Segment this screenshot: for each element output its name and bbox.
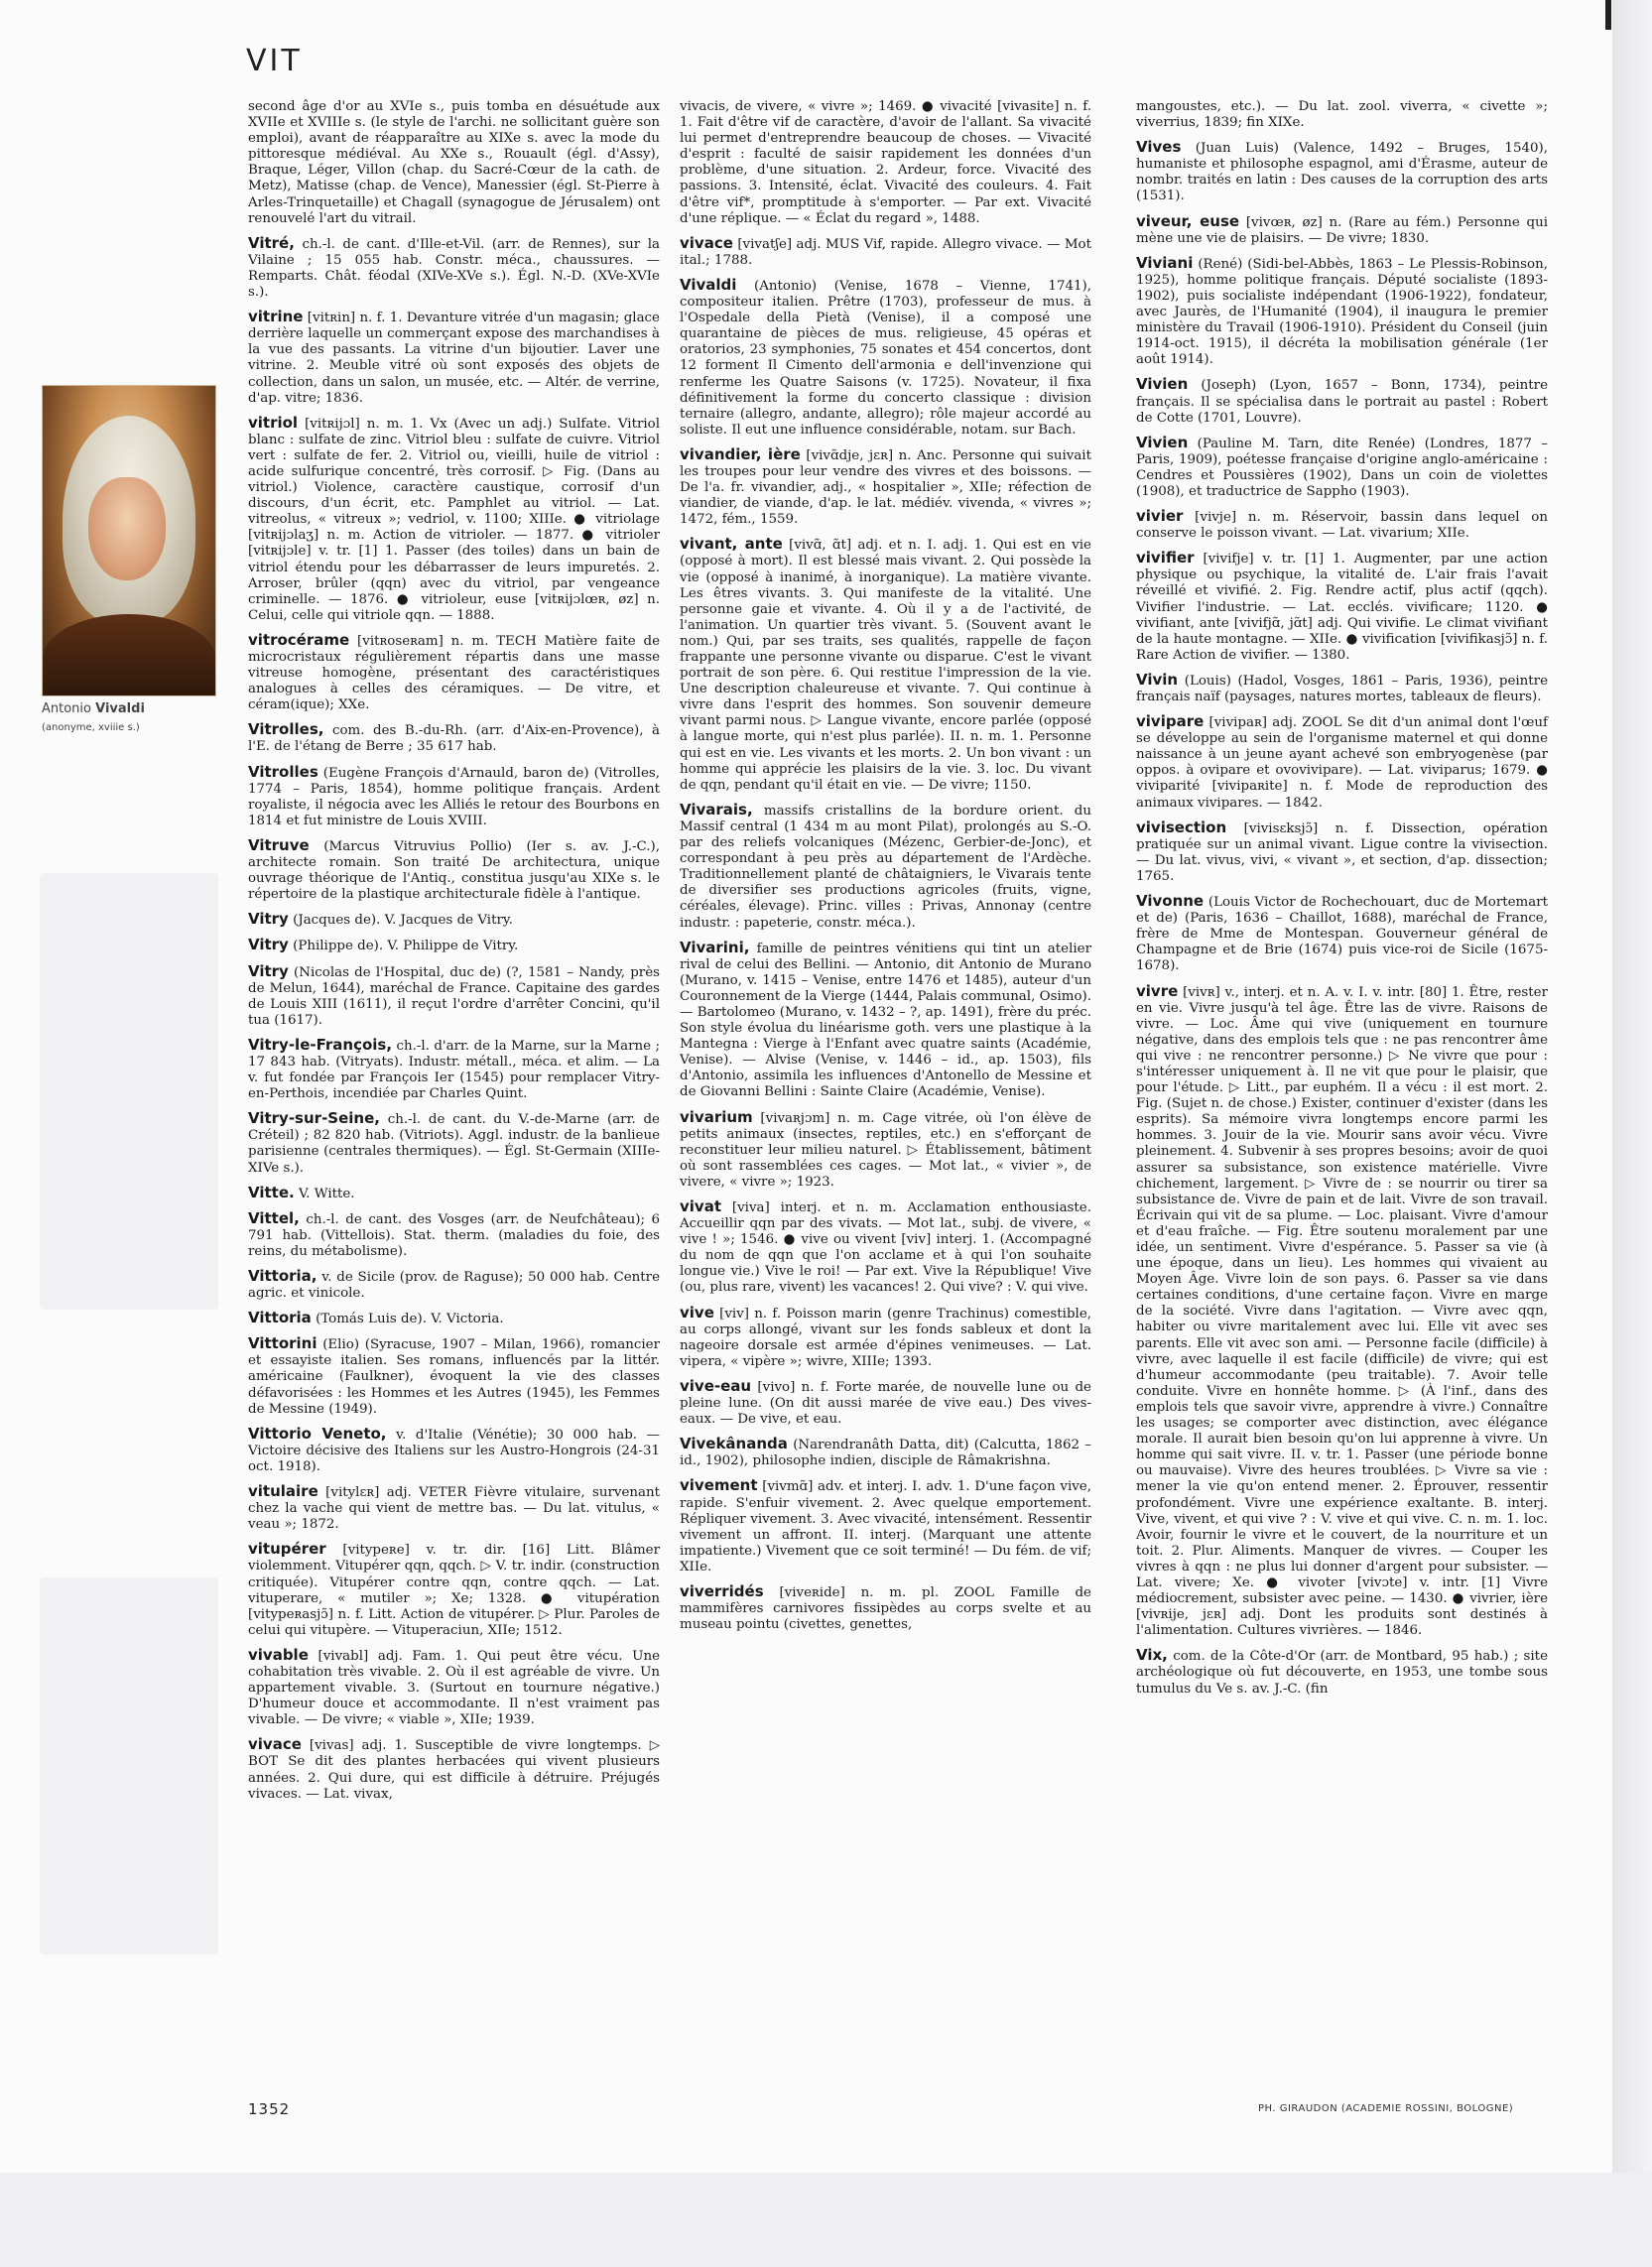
dictionary-entry xyxy=(1136,255,1548,369)
entry-definition: (Marcus Vitruvius Pollio) (Ier s. av. J.-C.), architecte romain. Son traité De architectura, unique ouvrage théorique de l'Antiq., constitua jusqu'au XIXe s. le répertoire de la plastique architecturale fidèle à l'antique. xyxy=(248,838,661,903)
entry-definition: [vivaʀjɔm] n. m. Cage vitrée, où l'on élève de petits animaux (insectes, reptiles, etc.) en s'efforçant de reconstituer leur milieu naturel. ▷ Établissement, bâtiment où sont rassemblées ces cages. — Mot lat., « vivier », de vivere, « vivre »; 1923. xyxy=(680,1110,1091,1190)
dictionary-entry xyxy=(248,1647,660,1728)
dictionary-entry xyxy=(1136,376,1548,426)
entry-headword: Vix, xyxy=(1136,1646,1168,1665)
entry-headword: vivace xyxy=(248,1735,302,1754)
entry-definition: (René) (Sidi-bel-Abbès, 1863 – Le Plessis-Robinson, 1925), homme politique français. Député socialiste (1893-1902), puis socialiste indépendant (1906-1922), fondateur, avec Jaurès, de l'Humanité (1904), il inaugura le premier ministère du Travail (1906-1910). Président du Conseil (juin 1914-oct. 1915), il décréta la mobilisation générale (1er août 1914). xyxy=(1136,256,1549,368)
entry-headword: Vitte. xyxy=(248,1183,295,1201)
entry-headword: Vivarini, xyxy=(680,938,750,956)
entry-definition: v. d'Italie (Vénétie); 30 000 hab. — Victoire décisive des Italiens sur les Austro-Hongrois (24-31 oct. 1918). xyxy=(248,1427,660,1474)
entry-definition: (Antonio) (Venise, 1678 – Vienne, 1741), compositeur italien. Prêtre (1703), professeur de mus. à l'Ospedale della Pietà (Venise), il a composé une quarantaine de pièces de mus. religieuse, 45 opéras et oratorios, 23 symphonies, 75 sonates et 454 concertos, dont 12 forment Il Cimento dell'armonia e dell'invenzione qui renferme les Quatre Saisons (v. 1725). Novateur, il fixa définitivement la forme du concerto classique : division ternaire (allegro, andante, allegro); rôle majeur accordé au soliste. Il eut une influence considérable, notam. sur Bach. xyxy=(680,278,1091,438)
column-3 xyxy=(1136,99,1548,1705)
dictionary-entry xyxy=(248,1110,660,1176)
entry-definition: mangoustes, etc.). — Du lat. zool. viverra, « civette »; viverrius, 1839; fin XIXe. xyxy=(1136,99,1548,131)
entry-headword: Vittorio Veneto, xyxy=(248,1424,387,1443)
caption-bold: Vivaldi xyxy=(95,701,145,716)
entry-headword: vitriol xyxy=(248,413,299,432)
dictionary-entry xyxy=(1136,672,1548,705)
entry-headword: Vitruve xyxy=(248,835,310,854)
vivaldi-portrait xyxy=(42,385,216,696)
dictionary-entry xyxy=(248,1037,660,1102)
entry-definition: (Louis Victor de Rochechouart, duc de Mortemart et de) (Paris, 1636 – Chaillot, 1688), maréchal de France, frère de Mme de Montespan. Gouverneur général de Champagne et de Brie (1674) puis vice-roi de Sicile (1675-1678). xyxy=(1136,895,1548,974)
entry-headword: Vivonne xyxy=(1136,892,1205,911)
entry-definition: [vivas] adj. 1. Susceptible de vivre longtemps. ▷ BOT Se dit des plantes herbacées qui vivent plusieurs années. 2. Qui dure, qui est difficile à détruire. Préjugés vivaces. — Lat. vivax, xyxy=(248,1738,661,1802)
entry-headword: Vittorini xyxy=(248,1334,318,1353)
entry-headword: vive-eau xyxy=(680,1376,752,1395)
entry-headword: Vitry-sur-Seine, xyxy=(248,1109,380,1128)
entry-definition: (Nicolas de l'Hospital, duc de) (?, 1581 – Nandy, près de Melun, 1644), maréchal de France. Capitaine des gardes de Louis XIII (1611), il reçut l'ordre d'arrêter Concini, qu'il tua (1617). xyxy=(248,964,660,1028)
dictionary-entry xyxy=(680,1305,1091,1370)
entry-headword: Vivien xyxy=(1136,433,1189,451)
entry-headword: vitupérer xyxy=(248,1540,326,1559)
entry-headword: vivant, ante xyxy=(680,535,783,554)
entry-headword: Vitry xyxy=(248,961,289,980)
dictionary-entry xyxy=(248,911,660,929)
entry-headword: Vitry xyxy=(248,936,289,954)
entry-headword: vitulaire xyxy=(248,1482,318,1501)
dictionary-entry xyxy=(248,937,660,954)
entry-headword: Viviani xyxy=(1136,253,1194,272)
entry-headword: vivat xyxy=(680,1197,721,1215)
entry-definition: [vivʀ] v., interj. et n. A. v. I. v. intr. [80] 1. Être, rester en vie. Vivre jusqu'à tel âge. Être las de vivre. Raisons de vivre. — Loc. Âme qui vive (uniquement en tournure négative, dans des emplois tels que : ne pas rencontrer âme qui vive : ne rencontrer personne.) ▷ Ne vivre que pour : s'intéresser uniquement à. Il ne vit que pour le plaisir, que pour l'étude. ▷ Litt., par euphém. Il a vécu : il est mort. 2. Fig. (Sujet n. de chose.) Exister, continuer d'exister (dans les esprits). Sa mémoire vivra longtemps encore parmi les hommes. 3. Jouir de la vie. Mourir sans avoir vécu. Vivre pleinement. 4. Subvenir à ses propres besoins; avoir de quoi assurer sa subsistance, son existence matérielle. Vivre chichement, largement. ▷ Vivre de : se nourrir ou tirer sa subsistance de. Vivre de pain et de lait. Vivre de son travail. Écrivain qui vit de sa plume. — Loc. plaisant. Vivre d'amour et d'eau fraîche. — Fig. Être soutenu moralement par une idée, un sentiment. Vivre d'espérance. 5. Passer sa vie (à une époque, dans un lieu). Les hommes qui vivaient au Moyen Âge. Vivre loin de son pays. 6. Passer sa vie dans certaines conditions, d'une certaine façon. Vivre en marge de la société. Vivre dans l'agitation. — Vivre avec qqn, habiter ou vivre maritalement avec lui. Elle vit avec ses parents. Elle vit avec son ami. — Personne facile (difficile) à vivre, avec laquelle il est facile (difficile) de vivre; qui est d'humeur accommodante (peu traitable). 7. Avoir telle conduite. Vivre en honnête homme. ▷ (À l'inf., dans des emplois tels que savoir vivre, apprendre à vivre.) Connaître les usages; se comporter avec distinction, avec élégance morale. Il aurait bien besoin qu'on lui apprenne à vivre. Un homme qui sait vivre. II. v. tr. 1. Passer (une période bonne ou mauvaise). Vivre des heures troublées. ▷ Vivre sa vie : mener la vie qu'on entend mener. 2. Éprouver, ressentir profondément. Vivre une expérience exaltante. B. interj. Vive, vivent, et qui vive ? : V. vive et qui vive. C. n. m. 1. loc. Avoir, fournir le vivre et le couvert, de la nourriture et un toit. 2. Plur. Aliments. Manquer de vivres. — Couper les vivres à qqn : ne plus lui donner d'argent pour subsister. — Lat. vivere; Xe. ● vivoter [vivɔte] v. intr. [1] Vivre médiocrement, subsister avec peine. — 1430. ● vivrier, ière [vivʀije, jɛʀ] adj. Dont les produits sont destinés à l'alimentation. Cultures vivrières. — 1846. xyxy=(1136,984,1548,1639)
dictionary-entry xyxy=(680,446,1091,528)
entry-headword: viverridés xyxy=(680,1581,764,1600)
column-1 xyxy=(248,99,660,1811)
dictionary-entry xyxy=(680,1198,1091,1297)
dictionary-entry xyxy=(680,1436,1091,1469)
dictionary-entry xyxy=(680,1109,1091,1191)
page-number: 1352 xyxy=(248,2100,291,2118)
entry-definition: [viv] n. f. Poisson marin (genre Trachinus) comestible, au corps allongé, vivant sur les fonds sableux et dont la nageoire dorsale est armée d'épines venimeuses. — Lat. vipera, « vipère »; wivre, XIIIe; 1393. xyxy=(680,1306,1091,1369)
dictionary-entry xyxy=(1136,550,1548,664)
entry-definition: com. de la Côte-d'Or (arr. de Montbard, 95 hab.) ; site archéologique où fut découverte, en 1953, une tombe sous tumulus du Ve s. av. J.-C. (fin xyxy=(1136,1649,1548,1697)
page-edge xyxy=(1612,0,1652,2267)
entry-definition: [vivisɛksjɔ̃] n. f. Dissection, opération pratiquée sur un animal vivant. Ligue contre la vivisection. — Du lat. vivus, vivi, « vivant », et section, d'ap. dissection; 1765. xyxy=(1136,820,1548,884)
entry-definition: [vitylɛʀ] adj. VETER Fièvre vitulaire, survenant chez la vache qui vient de mettre bas. — Du lat. vitulus, « veau »; 1872. xyxy=(248,1485,660,1533)
entry-definition: com. des B.-du-Rh. (arr. d'Aix-en-Provence), à l'E. de l'étang de Berre ; 35 617 hab. xyxy=(248,723,660,755)
caption-attribution: (anonyme, xviiie s.) xyxy=(42,722,140,733)
dictionary-entry xyxy=(680,235,1091,269)
entry-headword: Vivarais, xyxy=(680,800,753,819)
entry-definition: v. de Sicile (prov. de Raguse); 50 000 hab. Centre agric. et vinicole. xyxy=(248,1270,660,1302)
entry-headword: vivement xyxy=(680,1476,758,1495)
dictionary-entry xyxy=(248,1736,660,1802)
entry-definition: (Tomás Luis de). V. Victoria. xyxy=(316,1312,504,1327)
entry-headword: vivre xyxy=(1136,981,1179,1000)
dictionary-entry xyxy=(1136,139,1548,204)
entry-definition: [vivatʃe] adj. MUS Vif, rapide. Allegro vivace. — Mot ital.; 1788. xyxy=(680,236,1091,268)
entry-definition: (Narendranâth Datta, dit) (Calcutta, 1862 – id., 1902), philosophe indien, disciple de Râmakrishna. xyxy=(680,1438,1091,1469)
entry-definition: [vitypeʀe] v. tr. dir. [16] Litt. Blâmer violemment. Vitupérer qqn, qqch. ▷ V. tr. indir. (construction critiquée). Vitupérer contre qqn, contre qqch. — Lat. vituperare, « mutiler »; Xe; 1328. ● vitupération [vitypeʀasjɔ̃] n. f. Litt. Action de vitupérer. ▷ Plur. Paroles de celui qui vitupère. — Vituperaciun, XIIe; 1512. xyxy=(248,1543,660,1638)
entry-definition: (Philippe de). V. Philippe de Vitry. xyxy=(293,939,519,954)
entry-headword: Vivaldi xyxy=(680,275,737,294)
dictionary-entry xyxy=(1136,435,1548,500)
entry-definition: [vitʀin] n. f. 1. Devanture vitrée d'un magasin; glace derrière laquelle un commerçant expose des marchandises à la vue des passants. La vitrine d'un bijoutier. Laver une vitrine. 2. Meuble vitré où sont exposés des objets de collection, dans un salon, un musée, etc. — Altér. de verrine, d'ap. vitre; 1836. xyxy=(248,311,660,406)
entry-definition: (Jacques de). V. Jacques de Vitry. xyxy=(293,913,513,929)
entry-headword: Vitry-le-François, xyxy=(248,1035,393,1054)
entry-definition: massifs cristallins de la bordure orient. du Massif central (1 434 m au mont Pilat), prolongés au S.-O. par des reliefs volcaniques (Mézenc, Gerbier-de-Jonc), et correspondant à peu près au département de l'Ardèche. Traditionnellement planté de châtaigniers, le Vivarais tente de diversifier ses productions agricoles (fruits, vigne, céréales, élevage). Princ. villes : Privas, Annonay (centre industr. : papeterie, constr. méca.). xyxy=(680,803,1091,931)
entry-definition: V. Witte. xyxy=(298,1186,355,1201)
scanner-background xyxy=(0,2173,1652,2267)
entry-headword: vivarium xyxy=(680,1107,753,1126)
entry-headword: vivandier, ière xyxy=(680,444,801,463)
entry-definition: (Louis) (Hadol, Vosges, 1861 – Paris, 1936), peintre français naïf (paysages, natures mortes, tableaux de fleurs). xyxy=(1136,673,1548,704)
entry-headword: vitrocérame xyxy=(248,630,350,649)
portrait-caption xyxy=(42,700,220,737)
entry-headword: Vittel, xyxy=(248,1208,300,1227)
entry-headword: Vitrolles, xyxy=(248,720,324,739)
entry-definition: [vivmɑ̃] adv. et interj. I. adv. 1. D'une façon vive, rapide. S'enfuir vivement. 2. Avec quelque emportement. Répliquer vivement. 3. Avec vivacité, intensément. Ressentir vivement un affront. II. interj. (Marquant une attente impatiente.) Vivement que ce soit terminé! — Du fém. de vif; XIIe. xyxy=(680,1479,1091,1574)
dictionary-entry xyxy=(1136,508,1548,542)
entry-definition: [vivœʀ, øz] n. (Rare au fém.) Personne qui mène une vie de plaisirs. — De vivre; 1830. xyxy=(1136,214,1548,246)
dictionary-entry xyxy=(1136,983,1548,1640)
column-2 xyxy=(680,99,1091,1641)
entry-definition: [viva] interj. et n. m. Acclamation enthousiaste. Accueillir qqn par des vivats. — Mot lat., subj. de vivere, « vive ! »; 1546. ● vive ou vivent [viv] interj. 1. (Accompagné du nom de qqn que l'on acclame et à qui l'on souhaite longue vie.) Vive le roi! — Par ext. Vive la République! Vive (ou, plus rare, vivent) les vacances! 2. Qui vive? : V. qui vive. xyxy=(680,1200,1091,1296)
entry-definition: ch.-l. de cant. des Vosges (arr. de Neufchâteau); 6 791 hab. (Vittellois). Stat. therm. (maladies du foie, des reins, du métabolisme). xyxy=(248,1211,660,1259)
dictionary-entry xyxy=(1136,819,1548,885)
entry-definition: [vivɑ̃, ɑ̃t] adj. et n. I. adj. 1. Qui est en vie (opposé à mort). Il est blessé mais vivant. 2. Qui possède la vie (opposé à inanimé, à inorganique). La matière vivante. Les êtres vivants. 3. Qui manifeste de la vitalité. Une personne gaie et vivante. 4. Où il y a de l'activité, de l'animation. Un quartier très vivant. 5. (Souvent avant le nom.) Qui, par ses traits, ses qualités, rappelle de façon frappante une personne vivante ou disparue. C'est le vivant portrait de son père. 6. Qui restitue l'impression de la vie. Une description chaleureuse et vivante. 7. Qui continue à vivre dans l'esprit des hommes. Son souvenir demeure vivant parmi nous. ▷ Langue vivante, encore parlée (opposé à langue morte, qui n'est plus parlée). II. n. m. 1. Personne qui est en vie. Les vivants et les morts. 2. Un bon vivant : un homme qui apprécie les plaisirs de la vie. 3. loc. Du vivant de qqn, pendant qu'il était en vie. — De vivre; 1150. xyxy=(680,538,1091,793)
entry-definition: ch.-l. de cant. d'Ille-et-Vil. (arr. de Rennes), sur la Vilaine ; 15 055 hab. Constr. méca., chaussures. — Remparts. Chât. féodal (XIVe-XVe s.). Égl. N.-D. (XVe-XVIe s.). xyxy=(248,236,660,301)
entry-definition: vivacis, de vivere, « vivre »; 1469. ● vivacité [vivasite] n. f. 1. Fait d'être vif de caractère, d'avoir de l'allant. Sa vivacité lui permet d'entreprendre beaucoup de choses. — Vivacité d'esprit : faculté de saisir rapidement les données d'un problème, d'une situation. 2. Ardeur, force. Vivacité des passions. 3. Intensité, éclat. Vivacité des couleurs. 4. Fait d'être vif*, promptitude à s'emporter. — Par ext. Vivacité d'une réplique. — « Éclat du regard », 1488. xyxy=(680,99,1091,226)
entry-headword: vivipare xyxy=(1136,712,1205,731)
caption-name: Antonio xyxy=(42,701,91,716)
dictionary-entry xyxy=(1136,99,1548,131)
portrait-face xyxy=(88,477,166,580)
entry-definition: [vivɑ̃dje, jɛʀ] n. Anc. Personne qui suivait les troupes pour leur vendre des vivres et des boissons. — De l'a. fr. vivandier, adj., « hospitalier », XIIe; réfection de viandier, de viande, d'ap. le lat. médiév. vivenda, « vivres »; 1472, fém., 1559. xyxy=(680,447,1091,528)
bleed-through-shadow xyxy=(40,873,218,1310)
dictionary-entry xyxy=(680,1477,1091,1575)
entry-headword: Vitry xyxy=(248,910,289,929)
dictionary-entry xyxy=(248,1210,660,1260)
dictionary-entry xyxy=(248,764,660,829)
entry-definition: ch.-l. de cant. du V.-de-Marne (arr. de Créteil) ; 82 820 hab. (Vitriots). Aggl. industr. de la banlieue parisienne (centrales thermiques). — Égl. St-Germain (XIIIe-XIVe s.). xyxy=(248,1112,660,1176)
dictionary-entry xyxy=(248,963,660,1029)
dictionary-entry xyxy=(248,632,660,713)
entry-definition: [vivo] n. f. Forte marée, de nouvelle lune ou de pleine lune. (On dit aussi marée de vive eau.) Des vives-eaux. — De vive, et eau. xyxy=(680,1379,1091,1428)
entry-definition: famille de peintres vénitiens qui tint un atelier rival de celui des Bellini. — Antonio, dit Antonio de Murano (Murano, v. 1415 – Venise, entre 1476 et 1485), auteur d'un Couronnement de la Vierge (1444, Palais communal, Osimo). — Bartolomeo (Murano, v. 1432 – ?, ap. 1491), frère du préc. Son style évolua du linéarisme goth. vers une plastique à la Mantegna : Vierge à l'Enfant avec quatre saints (Académie, Venise). — Alvise (Venise, v. 1446 – id., ap. 1503), fils d'Antonio, assimila les influences d'Antonello de Messine et de Giovanni Bellini : Sainte Claire (Académie, Venise). xyxy=(680,941,1091,1100)
dictionary-entry xyxy=(248,1185,660,1202)
entry-definition: ch.-l. d'arr. de la Marne, sur la Marne ; 17 843 hab. (Vitryats). Industr. métall., méca. et alim. — La v. fut fondée par François Ier (1545) pour remplacer Vitry-en-Perthois, incendiée par Charles Quint. xyxy=(248,1038,660,1102)
dictionary-entry xyxy=(680,1378,1091,1428)
entry-headword: Vivien xyxy=(1136,375,1189,394)
dictionary-entry xyxy=(248,415,660,624)
entry-headword: Vitré, xyxy=(248,233,295,252)
entry-definition: (Juan Luis) (Valence, 1492 – Bruges, 1540), humaniste et philosophe espagnol, ami d'Érasme, auteur de nombr. traités en latin : Des causes de la corruption des arts (1531). xyxy=(1136,141,1548,204)
entry-headword: vivace xyxy=(680,233,733,252)
entry-headword: Vivin xyxy=(1136,670,1179,689)
entry-definition: (Elio) (Syracuse, 1907 – Milan, 1966), romancier et essayiste italien. Ses romans, influencés par la littér. américaine (Faulkner), évoquent la vie des classes défavorisées : les Hommes et les Autres (1945), les Femmes de Messine (1949). xyxy=(248,1337,660,1417)
entry-definition: [vitʀijɔl] n. m. 1. Vx (Avec un adj.) Sulfate. Vitriol blanc : sulfate de zinc. Vitriol bleu : sulfate de cuivre. Vitriol vert : sulfate de fer. 2. Vitriol ou, vieilli, huile de vitriol : acide sulfurique concentré, très corrosif. ▷ Fig. (Dans au vitriol.) Violence, caractère caustique, corrosif d'un discours, d'un écrit, etc. Pamphlet au vitriol. — Lat. vitreolus, « vitreux »; vedriol, v. 1100; XIIIe. ● vitriolage [vitʀijɔlaʒ] n. m. Action de vitrioler. — 1877. ● vitrioler [vitʀijɔle] v. tr. [1] 1. Passer (des toiles) dans un bain de vitriol étendu pour les débarrasser de leurs impuretés. 2. Arroser, brûler (qqn) avec du vitriol, par vengeance criminelle. — 1876. ● vitrioleur, euse [vitʀijɔlœʀ, øz] n. Celui, celle qui vitriole qqn. — 1888. xyxy=(248,416,660,623)
dictionary-entry xyxy=(248,1483,660,1533)
dictionary-entry xyxy=(1136,213,1548,247)
entry-headword: vivifier xyxy=(1136,549,1195,567)
entry-definition: [viveʀide] n. m. pl. ZOOL Famille de mammifères carnivores fissipèdes au corps svelte et au museau pointu (civettes, genettes, xyxy=(680,1584,1091,1633)
dictionary-entry xyxy=(1136,893,1548,974)
entry-definition: [vitʀoseʀam] n. m. TECH Matière faite de microcristaux régulièrement répartis dans une masse vitreuse homogène, présentant des caractéristiques analogues à celles des céramiques. — De vitre, et céram(ique); XXe. xyxy=(248,633,660,713)
running-head: VIT xyxy=(246,44,303,78)
bleed-through-shadow xyxy=(40,1577,218,1954)
entry-definition: (Pauline M. Tarn, dite Renée) (Londres, 1877 – Paris, 1909), poétesse française d'origine anglo-américaine : Cendres et Poussières (1902), Dans un coin de violettes (1908), et traductrice de Sappho (1903). xyxy=(1136,436,1548,499)
dictionary-entry xyxy=(680,277,1091,439)
dictionary-entry xyxy=(1136,713,1548,812)
portrait-coat xyxy=(43,614,215,696)
entry-headword: viveur, euse xyxy=(1136,211,1240,230)
dictionary-entry xyxy=(248,837,660,903)
dictionary-entry xyxy=(248,99,660,227)
entry-headword: vitrine xyxy=(248,308,304,326)
dictionary-entry xyxy=(248,721,660,755)
entry-headword: Vittoria xyxy=(248,1309,312,1327)
dictionary-entry xyxy=(1136,1647,1548,1697)
entry-definition: second âge d'or au XVIe s., puis tomba en désuétude aux XVIIe et XVIIIe s. (le style de l'archi. ne sollicitant guère son emploi), avant de réapparaître au XIXe s. avec la mode du pittoresque médiéval. Au XXe s., Rouault (égl. d'Assy), Braque, Léger, Villon (chap. du Sacré-Cœur de la cath. de Metz), Matisse (chap. de Vence), Manessier (égl. St-Pierre à Arles-Trinquetaille) et Chagall (synagogue de Jérusalem) ont renouvelé l'art du vitrail. xyxy=(248,99,660,226)
dictionary-entry xyxy=(680,1583,1091,1633)
entry-headword: Vivekânanda xyxy=(680,1435,788,1453)
entry-definition: [vivje] n. m. Réservoir, bassin dans lequel on conserve le poisson vivant. — Lat. vivarium; XIIe. xyxy=(1136,510,1548,542)
dictionary-entry xyxy=(680,940,1091,1101)
entry-definition: (Joseph) (Lyon, 1657 – Bonn, 1734), peintre français. Il se spécialisa dans le portrait au pastel : Robert de Cotte (1701, Louvre). xyxy=(1136,378,1548,426)
dictionary-entry xyxy=(248,1335,660,1417)
entry-headword: Vives xyxy=(1136,138,1182,157)
entry-definition: [vivabl] adj. Fam. 1. Qui peut être vécu. Une cohabitation très vivable. 2. Où il est agréable de vivre. Un appartement vivable. 3. (Surtout en tournure négative.) D'humeur douce et accommodante. Il n'est vraiment pas vivable. — De vivre; « viable », XIIe; 1939. xyxy=(248,1648,661,1728)
entry-headword: vive xyxy=(680,1303,714,1322)
entry-headword: Vittoria, xyxy=(248,1267,318,1285)
dictionary-entry xyxy=(248,235,660,301)
dictionary-entry xyxy=(680,802,1091,932)
dictionary-entry xyxy=(248,1541,660,1639)
dictionary-entry xyxy=(248,1268,660,1302)
entry-headword: vivable xyxy=(248,1645,309,1664)
dictionary-entry xyxy=(248,1426,660,1475)
entry-definition: (Eugène François d'Arnauld, baron de) (Vitrolles, 1774 – Paris, 1854), homme politique français. Ardent royaliste, il négocia avec les Alliés le retour des Bourbons en 1814 et fut ministre de Louis XVIII. xyxy=(248,765,660,828)
dictionary-entry xyxy=(248,1310,660,1327)
entry-headword: Vitrolles xyxy=(248,762,318,781)
entry-definition: [vivifje] v. tr. [1] 1. Augmenter, par une action physique ou psychique, la vitalité de. L'air frais l'avait réveillé et vivifié. 2. Fig. Rendre actif, plus actif (qqch). Vivifier l'industrie. — Lat. ecclés. vivificare; 1120. ● vivifiant, ante [vivifjɑ̃, jɑ̃t] adj. Qui vivifie. Le climat vivifiant de la haute montagne. — XIIe. ● vivification [vivifikasjɔ̃] n. f. Rare Action de vivifier. — 1380. xyxy=(1136,552,1548,663)
entry-headword: vivisection xyxy=(1136,818,1227,836)
entry-headword: vivier xyxy=(1136,507,1184,526)
dictionary-entry xyxy=(248,309,660,407)
photo-credit: PH. GIRAUDON (ACADEMIE ROSSINI, BOLOGNE) xyxy=(1258,2103,1514,2114)
dictionary-entry xyxy=(680,536,1091,794)
dictionary-entry xyxy=(680,99,1091,227)
entry-definition: [vivipaʀ] adj. ZOOL Se dit d'un animal dont l'œuf se développe au sein de l'organisme maternel et qui donne naissance à un jeune ayant achevé son embryogenèse (par oppos. à ovipare et ovovivipare). — Lat. viviparus; 1679. ● viviparité [vivipaʀite] n. f. Mode de reproduction des animaux vivipares. — 1842. xyxy=(1136,715,1548,811)
binding-mark xyxy=(1605,0,1611,30)
